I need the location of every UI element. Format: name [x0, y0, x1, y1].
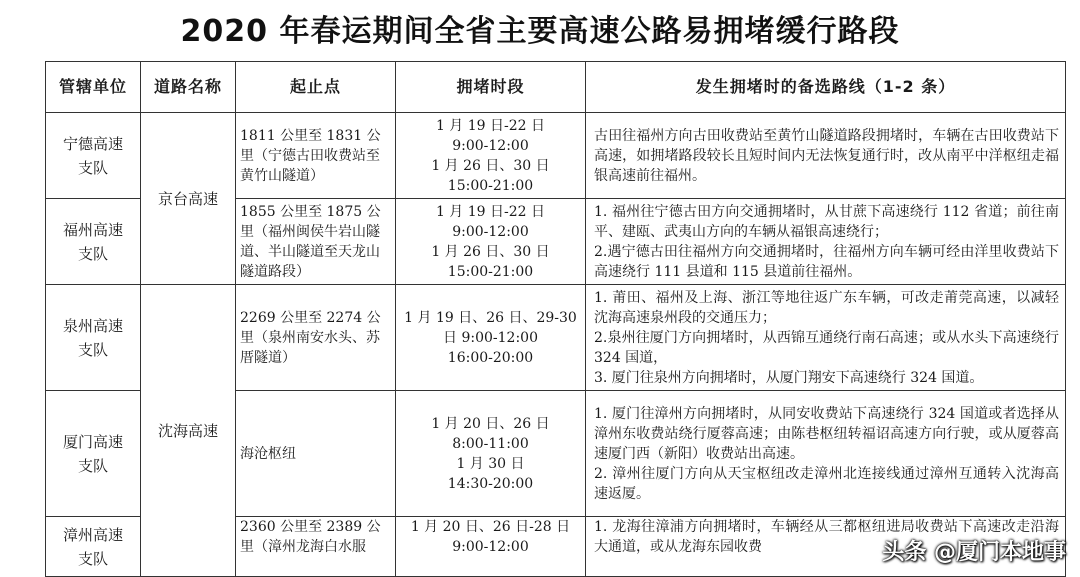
alternative-text: 1. 莆田、福州及上海、浙江等地往返广东车辆，可改走莆莞高速，以减轻沈海高速泉州段的交通压力； — [594, 289, 1059, 326]
congestion-table — [45, 61, 1066, 577]
alternative-text: 2. 漳州往厦门方向从天宝枢纽改走漳州北连接线通过漳州互通转入沈海高速返厦。 — [594, 465, 1059, 502]
watermark: 头条 @厦门本地事 — [882, 540, 1066, 565]
alternative-text: 古田往福州方向古田收费站至黄竹山隧道路段拥堵时，车辆在古田收费站下高速，如拥堵路段较长且短时间内无法恢复通行时，改从南平中洋枢纽走福银高速前往福州。 — [594, 127, 1059, 184]
alternative-text: 2.遇宁德古田往福州方向交通拥堵时，往福州方向车辆可经由洋里收费站下高速绕行 111 县道和 115 县道前往福州。 — [594, 243, 1059, 280]
alternative-cell — [586, 391, 1066, 517]
unit-cell: 福州高速支队 — [46, 199, 141, 285]
header-road: 道路名称 — [141, 62, 236, 113]
time-cell: 1 月 19 日-22 日 9:00-12:00 1 月 26 日、30 日 15:00-21:00 — [396, 199, 586, 285]
header-unit: 管辖单位 — [46, 62, 141, 113]
table-row — [46, 285, 1066, 391]
road-cell: 京台高速 — [141, 113, 236, 285]
unit-cell: 厦门高速支队 — [46, 391, 141, 517]
alternative-cell — [586, 285, 1066, 391]
alternative-text: 1. 福州往宁德古田方向交通拥堵时，从甘蔗下高速绕行 112 省道；前往南平、建瓯、武夷山方向的车辆从福银高速绕行； — [594, 203, 1059, 240]
start-end-cell: 海沧枢纽 — [236, 391, 396, 517]
unit-cell: 泉州高速支队 — [46, 285, 141, 391]
alternative-cell — [586, 199, 1066, 285]
start-end-cell: 2360 公里至 2389 公里（漳州龙海白水服 — [236, 517, 396, 577]
alternative-text: 2.泉州往厦门方向拥堵时，从西锦互通绕行南石高速；或从水头下高速绕行 324 国道， — [594, 329, 1059, 366]
alternative-text: 3. 厦门往泉州方向拥堵时，从厦门翔安下高速绕行 324 国道。 — [594, 369, 984, 386]
road-cell: 沈海高速 — [141, 285, 236, 577]
unit-cell: 漳州高速支队 — [46, 517, 141, 577]
start-end-cell: 1855 公里至 1875 公里（福州闽侯牛岩山隧道、半山隧道至天龙山隧道路段） — [236, 199, 396, 285]
header-start-end: 起止点 — [236, 62, 396, 113]
header-alternative: 发生拥堵时的备选路线（1-2 条） — [586, 62, 1066, 113]
alternative-text: 1. 厦门往漳州方向拥堵时，从同安收费站下高速绕行 324 国道或者选择从漳州东收费站绕行厦蓉高速；由陈巷枢纽转福诏高速方向行驶，或从厦蓉高速厦门西（新阳）收费站出高速。 — [594, 405, 1059, 462]
time-cell: 1 月 19 日、26 日、29-30 日 9:00-12:00 16:00-20:00 — [396, 285, 586, 391]
alternative-cell — [586, 113, 1066, 199]
unit-cell: 宁德高速支队 — [46, 113, 141, 199]
time-cell: 1 月 20 日、26 日 8:00-11:00 1 月 30 日 14:30-20:00 — [396, 391, 586, 517]
start-end-cell: 1811 公里至 1831 公里（宁德古田收费站至黄竹山隧道） — [236, 113, 396, 199]
time-cell: 1 月 20 日、26 日-28 日 9:00-12:00 — [396, 517, 586, 577]
alternative-text: 1. 龙海往漳浦方向拥堵时，车辆经从三都枢纽进局收费站下高速改走沿海大通道，或从龙海东园收费 — [594, 519, 1059, 555]
table-row — [46, 113, 1066, 199]
page-title: 2020 年春运期间全省主要高速公路易拥堵缓行路段 — [180, 14, 900, 49]
header-row — [46, 62, 1066, 113]
header-time: 拥堵时段 — [396, 62, 586, 113]
start-end-cell: 2269 公里至 2274 公里（泉州南安水头、苏厝隧道） — [236, 285, 396, 391]
time-cell: 1 月 19 日-22 日 9:00-12:00 1 月 26 日、30 日 15:00-21:00 — [396, 113, 586, 199]
